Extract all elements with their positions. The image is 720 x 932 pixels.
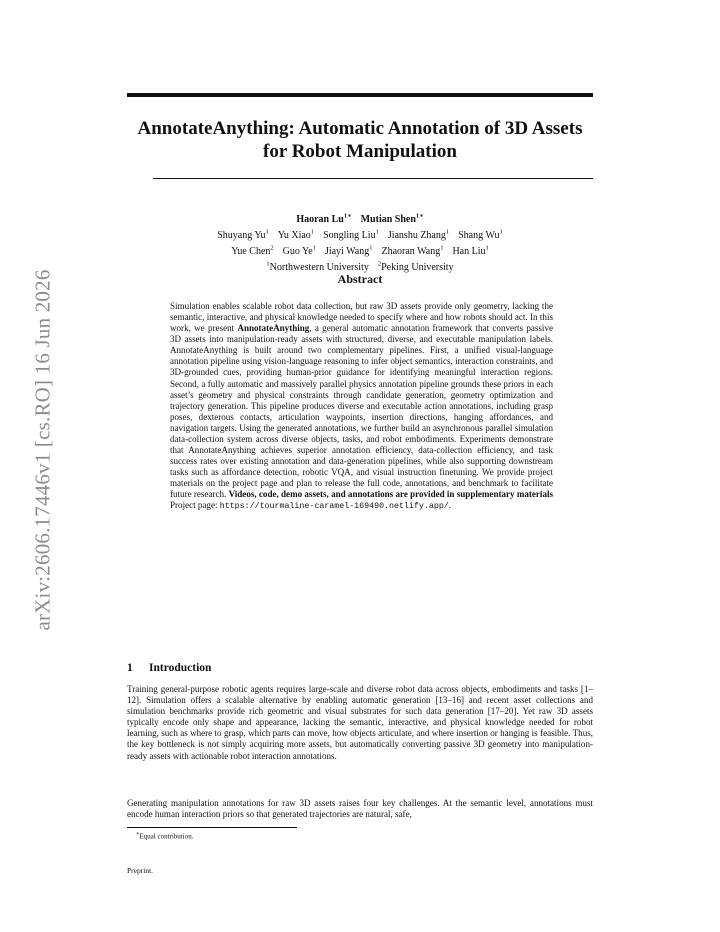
author-name: Guo Ye$^1$ [282,244,316,258]
author-name: Jiayi Wang$^1$ [324,244,373,258]
author-name: Yue Chen$^2$ [231,244,274,258]
affiliation: $^2$Peking University [377,260,454,274]
author-name: Zhaoran Wang$^1$ [381,244,444,258]
framework-name: AnnotateAnything [237,323,310,334]
author-name: Shuyang Yu$^1$ [217,228,269,242]
section-heading-introduction [127,662,211,674]
author-name: Mutian Shen$^{1∗}$ [360,213,424,226]
abstract-body: Simulation enables scalable robot data collection, but raw 3D assets provide only geometry, lacking the semantic, interactive, and physical knowledge needed to specify where and how robots should act. In this work, we present AnnotateAnything, a general automatic annotation framework that converts passive 3D assets into manipulation-ready assets with structured, diverse, and executable manipulation labels. AnnotateAnything is built around two complementary pipelines. First, a unified visual-language annotation pipeline using vision-language reasoning to infer object semantics, interaction constraints, and 3D-grounded cues, providing human-prior guidance for identifying meaningful interaction regions. Second, a fully automatic and massively parallel physics annotation pipeline grounds these priors in each asset’s geometry and physical constraints through candidate generation, geometry optimization and trajectory generation. This pipeline produces diverse and executable action annotations, including grasp poses, dexterous contacts, articulation waypoints, insertion directions, hanging affordances, and navigation targets. Using the generated annotations, we further build an asynchronous parallel simulation data-collection system across diverse objects, tasks, and robot embodiments. Experiments demonstrate that AnnotateAnything achieves superior annotation efficiency, data-collection efficiency, and task success rates over existing annotation and data-generation pipelines, while also supporting downstream tasks such as affordance detection, robotic VQA, and visual instruction finetuning. We provide project materials on the project page and plan to release the full code, annotations, and benchmark to facilitate future research. Videos, code, demo assets, and annotations are provided in supplementary materials Project page: https://tourmaline-caramel-169490.netlify.app/. [170,301,553,512]
author-name: Haoran $Lu^{1∗}$ [296,213,352,226]
intro-paragraph-1: Training general-purpose robotic agents requires large-scale and diverse robot data across objects, embodiments and tasks [1–12]. Simulation offers a scalable alternative by enabling automatic generation [13–16] and recent asset collections and simulation benchmarks provide rich geometric and visual substrates for such data generation [17–20]. Yet raw 3D assets typically encode only shape and appearance, lacking the semantic, interactive, and physical knowledge needed for robot learning, such as where to grasp, which parts can move, how objects articulate, and where insertion or hanging is feasible. Thus, the key bottleneck is not simply acquiring more assets, but automatically converting passive 3D geometry into manipulation-ready assets with actionable robot interaction annotations. [127,684,593,761]
arxiv-identifier: arXiv:2606.17446v1 [cs.RO] 16 Jun 2026 [30,269,55,631]
section-number: 1 [127,662,133,674]
section-title: Introduction [149,662,212,674]
footnote-rule [127,827,297,828]
author-name: Songling Liu$^1$ [323,228,379,242]
author-line [127,243,593,259]
author-line [127,227,593,243]
title-top-rule [127,93,593,97]
author-name: Shang Wu$^1$ [458,228,503,242]
project-page-url[interactable]: https://tourmaline-caramel-169490.netlify.app/ [219,502,449,512]
author-line-primary [127,211,593,227]
author-name: Jianshu Zhang$^1$ [387,228,450,242]
title-bottom-rule [153,178,593,179]
affiliation: $^1$Northwestern University [266,260,369,274]
abstract-heading: Abstract [337,272,383,286]
author-block [127,211,593,275]
preprint-label: Preprint. [127,866,154,875]
paper-title: AnnotateAnything: Automatic Annotation of 3D Assets for Robot Manipulation [137,118,583,162]
author-name: Yu Xiao$^1$ [277,228,315,242]
supplementary-note: Videos, code, demo assets, and annotations are provided in supplementary materials [228,489,553,500]
author-name: Han Liu$^1$ [452,244,489,258]
footnote-equal-contribution: ∗Equal contribution. [136,832,194,841]
intro-paragraph-2: Generating manipulation annotations for raw 3D assets raises four key challenges. At the semantic level, annotations must encode human interaction priors so that generated trajectories are natural, safe, [127,798,593,820]
